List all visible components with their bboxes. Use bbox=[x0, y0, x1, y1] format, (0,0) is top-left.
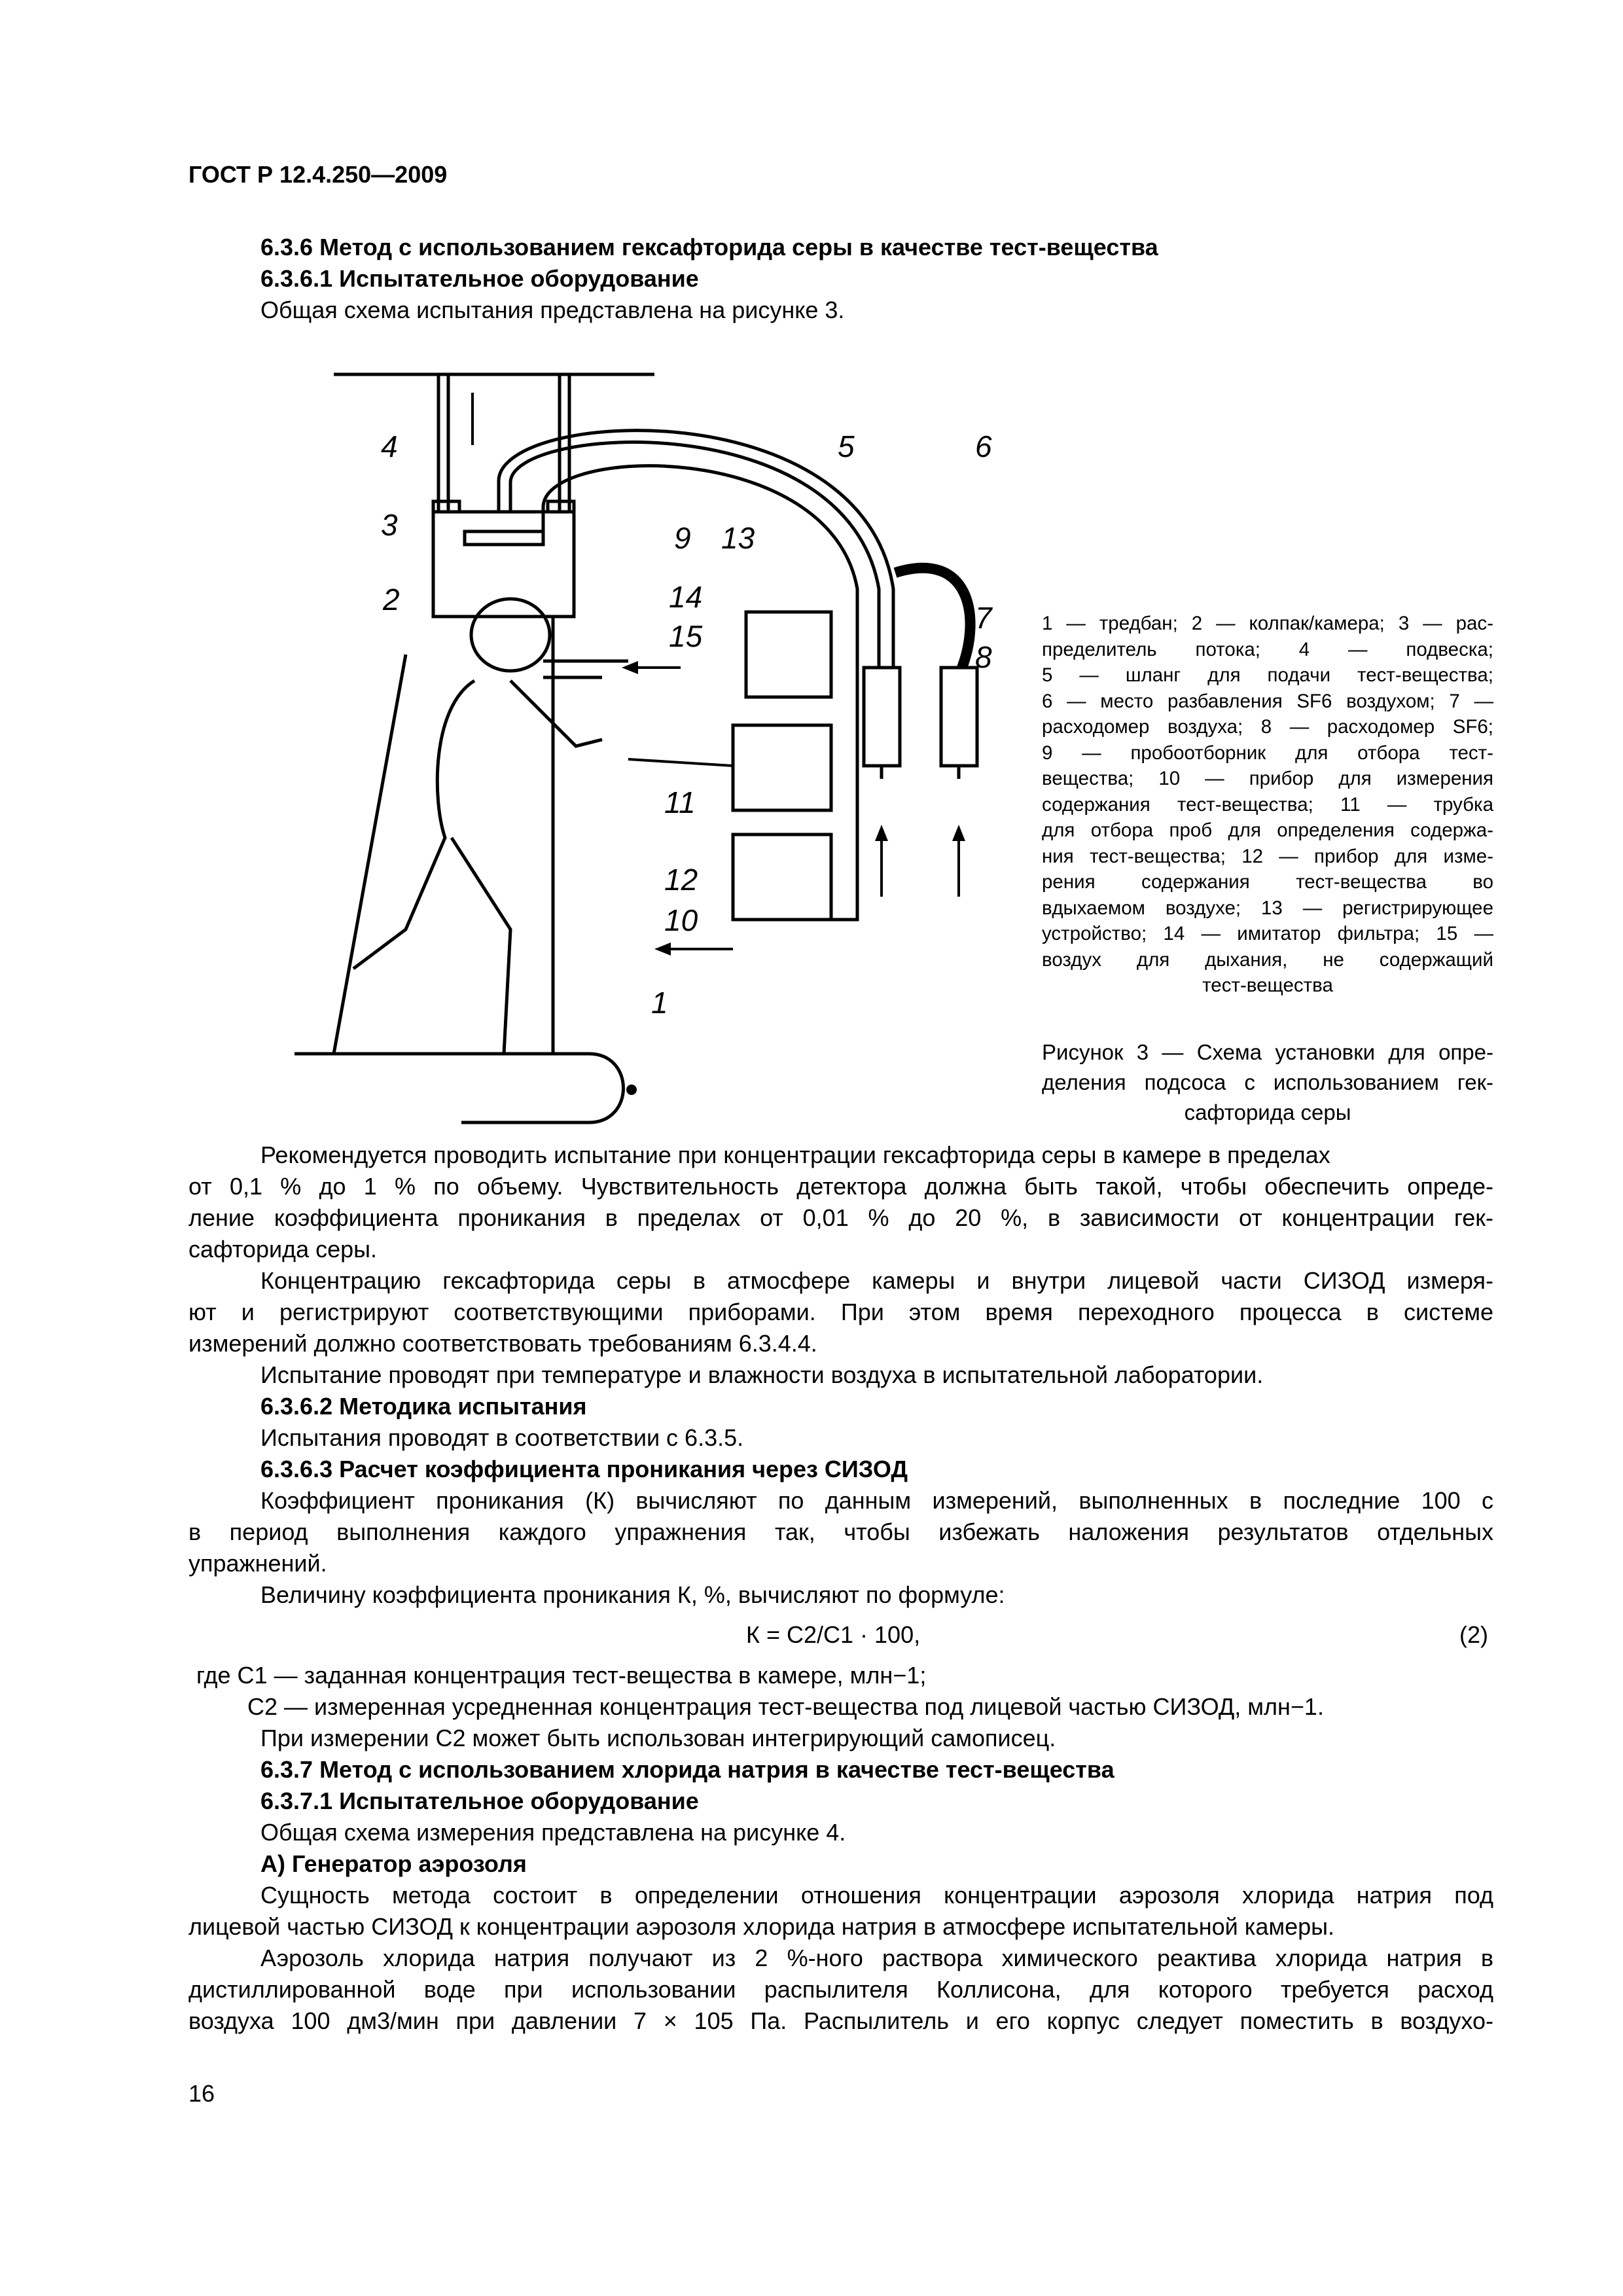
subsection-title-6-3-7-1: 6.3.7.1 Испытательное оборудование bbox=[260, 1787, 699, 1814]
diagram-label-1: 1 bbox=[651, 986, 668, 1020]
paragraph-line: от 0,1 % до 1 % по объему. Чувствительность детектора должна быть такой, чтобы обеспечить опреде- bbox=[188, 1173, 1493, 1200]
section-title-6-3-6: 6.3.6 Метод с использованием гексафторида серы в качестве тест-вещества bbox=[260, 234, 1158, 260]
legend-line: расходомер воздуха; 8 — расходомер SF6; bbox=[1042, 716, 1493, 738]
caption-line: деления подсоса с использованием гек- bbox=[1042, 1070, 1493, 1094]
formula: К = С2/С1 · 100, bbox=[746, 1621, 921, 1648]
paragraph-line: Испытание проводят при температуре и влажности воздуха в испытательной лаборатории. bbox=[260, 1361, 1264, 1388]
paragraph-line: При измерении С2 может быть использован интегрирующий самописец. bbox=[260, 1725, 1056, 1751]
subsection-title-6-3-6-2: 6.3.6.2 Методика испытания bbox=[260, 1393, 587, 1420]
diagram-label-5: 5 bbox=[838, 429, 855, 463]
legend-line: устройство; 14 — имитатор фильтра; 15 — bbox=[1042, 923, 1493, 944]
caption-line: сафторида серы bbox=[1184, 1100, 1351, 1124]
figure-3-diagram bbox=[236, 340, 1047, 1132]
paragraph-line: измерений должно соответствовать требованиям 6.3.4.4. bbox=[188, 1330, 817, 1357]
diagram-label-14: 14 bbox=[669, 580, 703, 614]
page-number: 16 bbox=[188, 2080, 215, 2107]
diagram-label-10: 10 bbox=[664, 903, 698, 937]
caption-line: Рисунок 3 — Схема установки для опре- bbox=[1042, 1040, 1493, 1064]
diagram-label-9: 9 bbox=[674, 521, 691, 555]
paragraph-line: Сущность метода состоит в определении отношения концентрации аэрозоля хлорида натрия под bbox=[260, 1882, 1493, 1909]
paragraph-line: в период выполнения каждого упражнения так, чтобы избежать наложения результатов отдельных bbox=[188, 1518, 1493, 1545]
legend-line: пределитель потока; 4 — подвеска; bbox=[1042, 638, 1493, 660]
where-line: где С1 — заданная концентрация тест-вещества в камере, млн−1; bbox=[196, 1662, 927, 1689]
paragraph-line: упражнений. bbox=[188, 1550, 327, 1577]
paragraph-line: сафторида серы. bbox=[188, 1236, 378, 1263]
legend-line: 5 — шланг для подачи тест-вещества; bbox=[1042, 664, 1493, 686]
paragraph-line: Величину коэффициента проникания К, %, вычисляют по формуле: bbox=[260, 1581, 1005, 1608]
document-header: ГОСТ Р 12.4.250—2009 bbox=[188, 161, 448, 188]
diagram-label-11: 11 bbox=[664, 785, 696, 819]
diagram-label-8: 8 bbox=[975, 640, 992, 674]
subsection-title-6-3-6-3: 6.3.6.3 Расчет коэффициента проникания через СИЗОД bbox=[260, 1456, 908, 1482]
paragraph-line: Коэффициент проникания (К) вычисляют по данным измерений, выполненных в последние 100 с bbox=[260, 1487, 1493, 1514]
legend-line: содержания тест-вещества; 11 — трубка bbox=[1042, 793, 1493, 816]
legend-line: вдыхаемом воздухе; 13 — регистрирующее bbox=[1042, 897, 1493, 919]
paragraph-line: Аэрозоль хлорида натрия получают из 2 %-ного раствора химического реактива хлорида натрия в bbox=[260, 1945, 1493, 1971]
legend-line: рения содержания тест-вещества во bbox=[1042, 871, 1493, 893]
legend-line: 6 — место разбавления SF6 воздухом; 7 — bbox=[1042, 690, 1493, 712]
paragraph-line: Рекомендуется проводить испытание при концентрации гексафторида серы в камере в пределах bbox=[260, 1141, 1330, 1168]
diagram-label-15: 15 bbox=[669, 619, 703, 653]
paragraph-line: ют и регистрируют соответствующими приборами. При этом время переходного процесса в системе bbox=[188, 1299, 1493, 1325]
paragraph-line: лицевой частью СИЗОД к концентрации аэрозоля хлорида натрия в атмосфере испытательной камеры. bbox=[188, 1913, 1335, 1940]
diagram-label-13: 13 bbox=[721, 521, 755, 555]
figure-intro-text: Общая схема испытания представлена на рисунке 3. bbox=[260, 296, 845, 323]
legend-line: воздух для дыхания, не содержащий bbox=[1042, 948, 1493, 971]
paragraph-line: Концентрацию гексафторида серы в атмосфере камеры и внутри лицевой части СИЗОД измеря- bbox=[260, 1267, 1493, 1294]
diagram-label-3: 3 bbox=[381, 508, 398, 542]
diagram-label-7: 7 bbox=[975, 601, 992, 635]
legend-line: тест-вещества bbox=[1202, 975, 1333, 996]
figure-3-caption bbox=[1042, 1037, 1493, 1128]
paragraph-line: Испытания проводят в соответствии с 6.3.5. bbox=[260, 1424, 744, 1451]
diagram-label-2: 2 bbox=[383, 583, 400, 617]
legend-line: вещества; 10 — прибор для измерения bbox=[1042, 768, 1493, 789]
subheading-aerosol-generator: А) Генератор аэрозоля bbox=[260, 1850, 527, 1877]
figure-3-legend bbox=[1042, 611, 1493, 999]
legend-line: для отбора проб для определения содержа- bbox=[1042, 819, 1493, 841]
where-line: С2 — измеренная усредненная концентрация тест-вещества под лицевой частью СИЗОД, млн−1. bbox=[247, 1693, 1324, 1720]
legend-line: 9 — пробоотборник для отбора тест- bbox=[1042, 742, 1493, 764]
legend-line: ния тест-вещества; 12 — прибор для изме- bbox=[1042, 845, 1493, 867]
subsection-title-6-3-6-1: 6.3.6.1 Испытательное оборудование bbox=[260, 265, 699, 292]
diagram-label-12: 12 bbox=[664, 863, 698, 897]
formula-number: (2) bbox=[1459, 1621, 1488, 1648]
legend-line: 1 — тредбан; 2 — колпак/камера; 3 — рас- bbox=[1042, 613, 1493, 634]
section-title-6-3-7: 6.3.7 Метод с использованием хлорида натрия в качестве тест-вещества bbox=[260, 1756, 1115, 1783]
paragraph-line: дистиллированной воде при использовании распылителя Коллисона, для которого требуется расход bbox=[188, 1976, 1493, 2003]
paragraph-line: воздуха 100 дм3/мин при давлении 7 × 105 Па. Распылитель и его корпус следует поместить в воздухо- bbox=[188, 2007, 1493, 2034]
paragraph-line: Общая схема измерения представлена на рисунке 4. bbox=[260, 1819, 846, 1846]
paragraph-line: ление коэффициента проникания в пределах от 0,01 % до 20 %, в зависимости от концентрации гек- bbox=[188, 1204, 1493, 1231]
diagram-label-6: 6 bbox=[975, 429, 992, 463]
diagram-label-4: 4 bbox=[381, 429, 398, 463]
